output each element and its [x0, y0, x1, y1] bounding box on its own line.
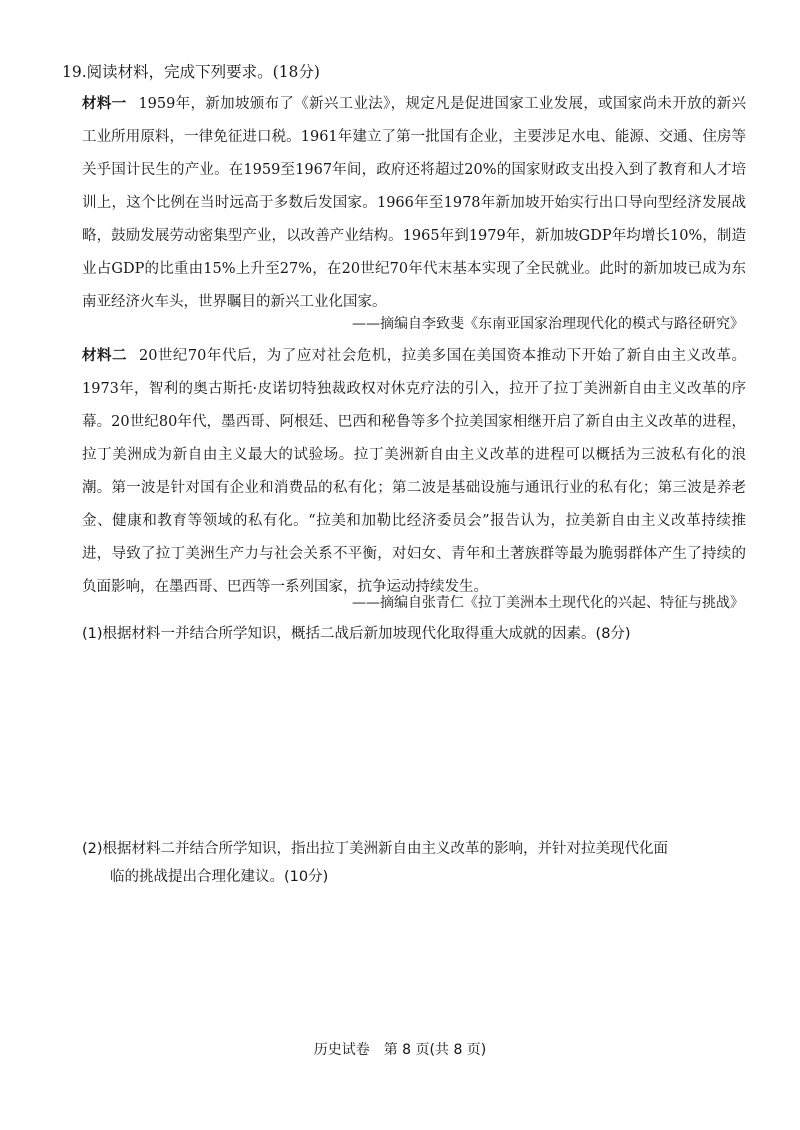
question-heading: 19.阅读材料，完成下列要求。(18分) [62, 63, 320, 81]
material-two-source: ——摘编自张青仁《拉丁美洲本土现代化的兴起、特征与挑战》 [352, 595, 744, 611]
answer-area-1[interactable] [82, 652, 746, 827]
material-two-label: 材料二 [82, 348, 127, 364]
material-one-label: 材料一 [82, 96, 127, 112]
page-footer: 历史试卷 第 8 页(共 8 页) [313, 1042, 487, 1058]
material-one-source: ——摘编自李致斐《东南亚国家治理现代化的模式与路径研究》 [352, 316, 744, 332]
sub-question-2-line1: (2)根据材料二并结合所学知识，指出拉丁美洲新自由主义改革的影响，并针对拉美现代化面 [82, 841, 669, 857]
material-one [82, 88, 746, 319]
sub-question-2-line2: 临的挑战提出合理化建议。(10分) [110, 869, 329, 885]
answer-area-2[interactable] [82, 895, 746, 1025]
material-two-text: 20世纪70年代后，为了应对社会危机，拉美多国在美国资本推动下开始了新自由主义改革。1973年，智利的奥古斯托·皮诺切特独裁政权对休克疗法的引入，拉开了拉丁美洲新自由主义改革的序幕。20世纪80年代，墨西哥、阿根廷、巴西和秘鲁等多个拉美国家相继开启了新自由主义改革的进程，拉丁美洲成为新自由主义最大的试验场。拉丁美洲新自由主义改革的进程可以概括为三波私有化的浪潮。第一波是针对国有企业和消费品的私有化；第二波是基础设施与通讯行业的私有化；第三波是养老金、健康和教育等领域的私有化。“拉美和加勒比经济委员会”报告认为，拉美新自由主义改革持续推进，导致了拉丁美洲生产力与社会关系不平衡，对妇女、青年和土著族群等最为脆弱群体产生了持续的负面影响，在墨西哥、巴西等一系列国家，抗争运动持续发生。 [82, 348, 747, 595]
material-two [82, 340, 746, 604]
sub-question-2 [82, 835, 746, 891]
sub-question-1: (1)根据材料一并结合所学知识，概括二战后新加坡现代化取得重大成就的因素。(8分) [82, 626, 631, 642]
material-one-text: 1959年，新加坡颁布了《新兴工业法》，规定凡是促进国家工业发展，或国家尚未开放的新兴工业所用原料，一律免征进口税。1961年建立了第一批国有企业，主要涉足水电、能源、交通、住房等关乎国计民生的产业。在1959至1967年间，政府还将超过20%的国家财政支出投入到了教育和人才培训上，这个比例在当时远高于多数后发国家。1966年至1978年新加坡开始实行出口导向型经济发展战略，鼓励发展劳动密集型产业，以改善产业结构。1965年到1979年，新加坡GDP年均增长10%，制造业占GDP的比重由15%上升至27%，在20世纪70年代末基本实现了全民就业。此时的新加坡已成为东南亚经济火车头，世界瞩目的新兴工业化国家。 [82, 96, 746, 310]
